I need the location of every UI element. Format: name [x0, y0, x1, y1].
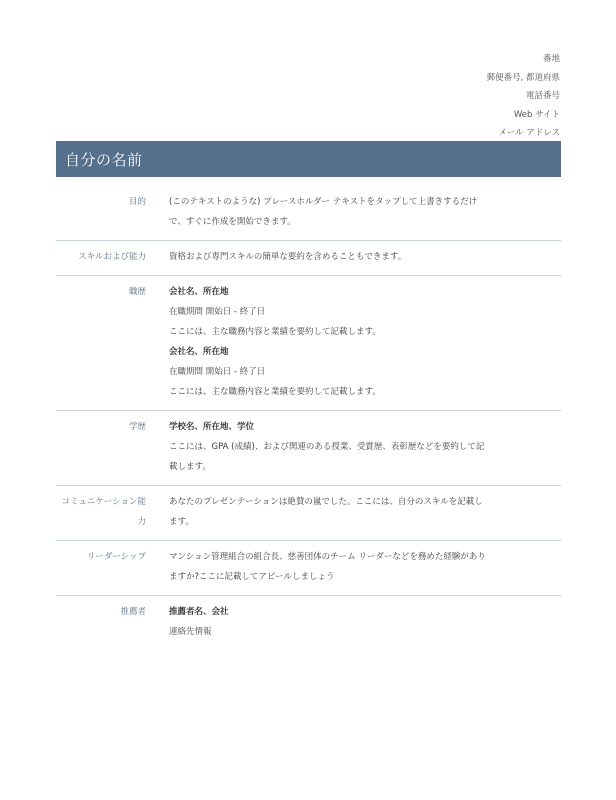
resume-sections [56, 186, 561, 650]
section-skills [56, 241, 561, 276]
job-dates[interactable]: 在職期間 開始日 - 終了日 [169, 367, 266, 377]
section-label-education: 学歴 [128, 422, 146, 432]
education-school[interactable]: 学校名、所在地、学位 [169, 422, 255, 432]
section-body-skills [169, 247, 489, 267]
skills-text[interactable]: 資格および専門スキルの簡単な要約を含めることもできます。 [169, 252, 407, 262]
name-banner [56, 141, 561, 177]
job-company[interactable]: 会社名、所在地 [169, 347, 229, 357]
contact-website: Web サイト [513, 109, 560, 120]
job-dates[interactable]: 在職期間 開始日 - 終了日 [169, 307, 266, 317]
section-communication [56, 486, 561, 541]
section-label-objective: 目的 [128, 197, 146, 207]
section-body-education [169, 417, 489, 477]
section-label-references: 推薦者 [120, 607, 146, 617]
contact-email: メール アドレス [498, 128, 560, 138]
section-body-leadership [169, 547, 489, 587]
section-label-leadership: リーダーシップ [86, 552, 146, 562]
section-experience [56, 276, 561, 411]
section-label-experience: 職歴 [128, 287, 146, 297]
name-title[interactable]: 自分の名前 [65, 150, 143, 169]
section-leadership [56, 541, 561, 596]
section-body-objective [169, 192, 489, 232]
leadership-text[interactable]: マンション管理組合の組合長、慈善団体のチーム リーダーなどを務めた経験がありますか?ここに記載してアピールしましょう [169, 552, 486, 582]
section-body-communication [169, 492, 489, 532]
section-body-experience [169, 282, 489, 402]
job-description[interactable]: ここには、主な職務内容と業績を要約して記載します。 [169, 387, 381, 397]
education-text[interactable]: ここには、GPA (成績)、および関連のある授業、受賞歴、表彰歴などを要約して記載します。 [169, 442, 485, 472]
contact-phone: 電話番号 [525, 91, 560, 101]
job-description[interactable]: ここには、主な職務内容と業績を要約して記載します。 [169, 327, 381, 337]
reference-name[interactable]: 推薦者名、会社 [169, 607, 229, 617]
communication-text[interactable]: あなたのプレゼンテーションは絶賛の嵐でした。ここには、自分のスキルを記載します。 [169, 497, 483, 527]
section-education [56, 411, 561, 486]
section-references [56, 596, 561, 650]
section-label-skills: スキルおよび能力 [78, 252, 146, 262]
section-objective [56, 186, 561, 241]
contact-postal: 郵便番号, 都道府県 [486, 72, 560, 83]
job-company[interactable]: 会社名、所在地 [169, 287, 229, 297]
section-label-communication: コミュニケーション能力 [61, 497, 146, 527]
reference-contact[interactable]: 連絡先情報 [169, 627, 212, 637]
contact-block [487, 50, 560, 143]
contact-address: 番地 [542, 54, 560, 64]
section-body-references [169, 602, 489, 642]
objective-text[interactable]: (このテキストのような) プレースホルダー テキストをタップして上書きするだけで、すぐに作成を開始できます。 [169, 197, 478, 227]
